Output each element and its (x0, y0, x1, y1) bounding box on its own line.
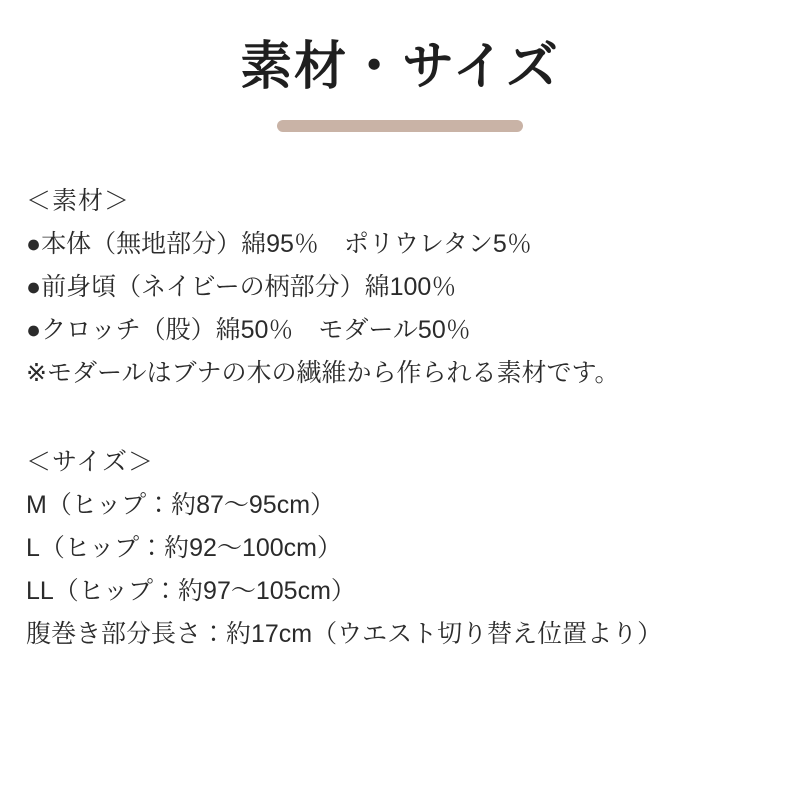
materials-line-3: ●クロッチ（股）綿50％ モダール50％ (26, 316, 471, 345)
materials-heading: ＜素材＞ (26, 187, 131, 216)
size-line-m: M（ヒップ：約87〜95cm） (26, 491, 336, 520)
page-title: 素材・サイズ (240, 38, 560, 96)
size-line-l: L（ヒップ：約92〜100cm） (26, 534, 342, 563)
size-line-ll: LL（ヒップ：約97〜105cm） (26, 577, 356, 606)
materials-note: ※モダールはブナの木の繊維から作られる素材です。 (26, 359, 620, 388)
title-underline-decoration (277, 120, 523, 132)
materials-section (26, 180, 774, 395)
sizes-section (26, 441, 774, 656)
sizes-heading: ＜サイズ＞ (26, 448, 155, 477)
content-area (0, 132, 800, 656)
materials-line-2: ●前身頃（ネイビーの柄部分）綿100％ (26, 273, 457, 302)
size-line-belly-length: 腹巻き部分長さ：約17cm（ウエスト切り替え位置より） (26, 620, 663, 649)
section-spacer (26, 395, 774, 441)
materials-line-1: ●本体（無地部分）綿95％ ポリウレタン5％ (26, 230, 532, 259)
